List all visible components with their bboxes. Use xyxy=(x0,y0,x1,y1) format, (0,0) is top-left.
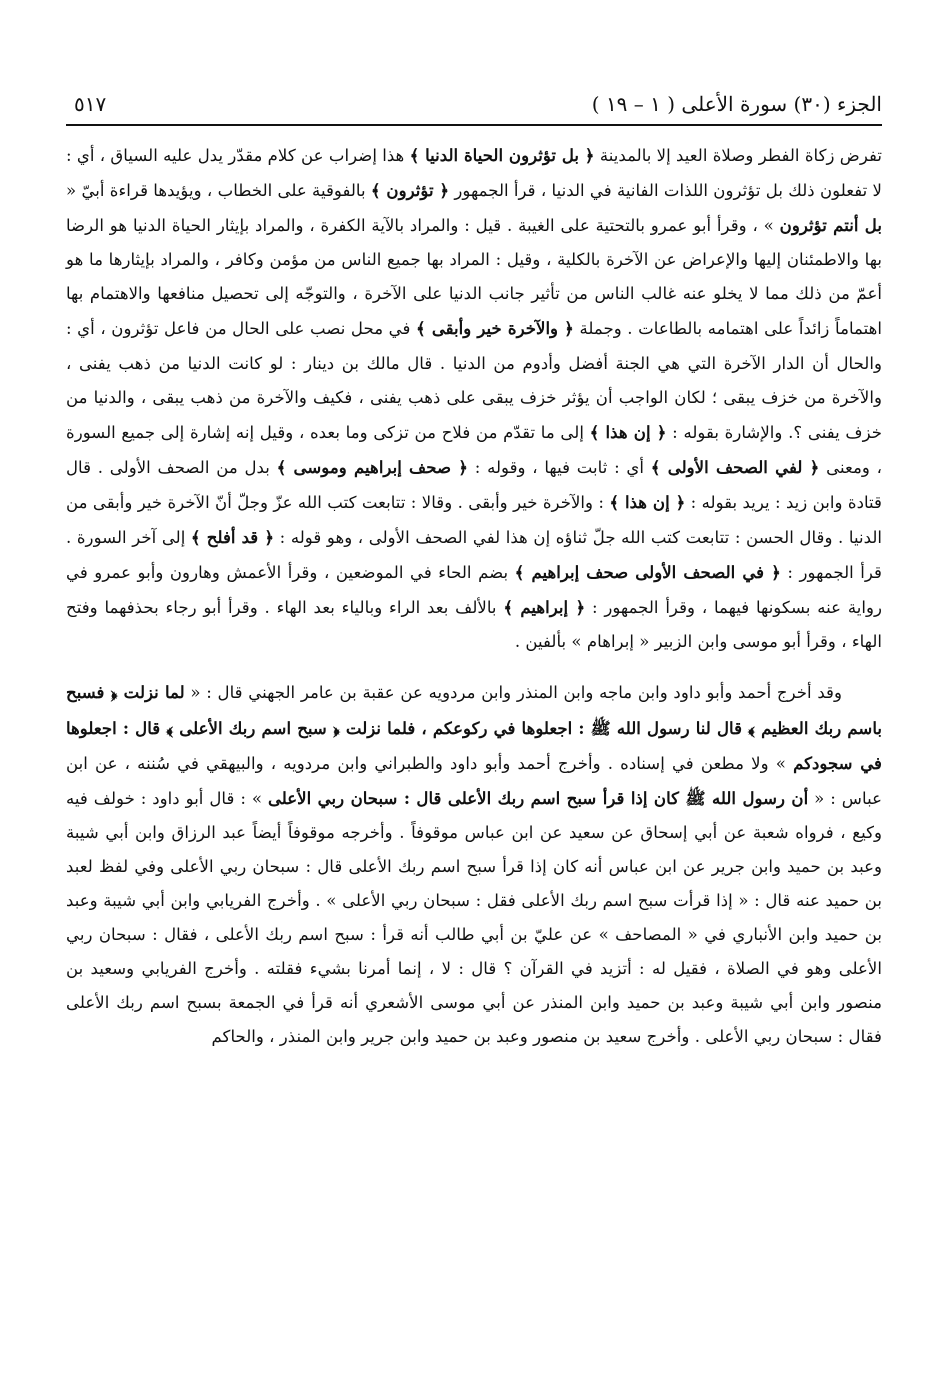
quoted-text: أن رسول الله ﷺ كان إذا قرأ سبح اسم ربك الأعلى قال : سبحان ربي الأعلى xyxy=(267,787,809,808)
quoted-text: ﴿ لفي الصحف الأولى ﴾ xyxy=(650,456,820,477)
text-run: » ، وقرأ أبو عمرو بالتحتية على الغيبة . قيل : والمراد بالآية الكفرة ، والمراد بإيثار الحياة الدنيا هو الرضا بها والاطمئنان إليها والإعراض عن الآخرة بالكلية ، وقيل : المراد بها جميع الناس من مؤمن وكافر ، والمراد بإيثارها ما هو أعمّ من ذلك مما لا يخلو عنه غالب الناس من تأثير جانب الدنيا على الآخرة ، والتوجّه إلى تحصيل منافعها والاهتمام بها اهتماماً زائداً على اهتمامه بالطاعات . وجملة xyxy=(66,216,882,339)
text-run: : والآخرة خير وأبقى . وقالا : تتابعت كتب الله عزّ وجلّ أنّ الآخرة خير وأبقى من الدنيا . وقال الحسن : تتابعت كتب الله جلّ ثناؤه إن هذا لفي الصحف الأولى ، وهو قوله : xyxy=(66,492,882,548)
quoted-text: ﴿ صحف إبراهيم وموسى ﴾ xyxy=(276,456,468,477)
quoted-text: بل أنتم تؤثرون xyxy=(779,215,882,236)
page-body xyxy=(66,138,882,1054)
text-run: بالفوقية على الخطاب ، ويؤيدها قراءة أبيّ « xyxy=(66,181,371,201)
text-run: هذا إضراب عن كلام مقدّر يدل عليه السياق ، أي : لا تفعلون ذلك بل تؤثرون اللذات الفانية في الدنيا ، قرأ الجمهور xyxy=(66,146,882,201)
page-number: ٥١٧ xyxy=(74,92,107,116)
running-title: الجزء (٣٠) سورة الأعلى ( ١ – ١٩ ) xyxy=(591,92,882,116)
quoted-text: ﴿ قد أفلح ﴾ xyxy=(190,527,275,548)
text-run: وقد أخرج أحمد وأبو داود وابن ماجه وابن المنذر وابن مردويه عن عقبة بن عامر الجهني قال : « xyxy=(184,683,842,703)
hadith-paragraph xyxy=(66,675,882,1054)
quoted-text: ﴿ إن هذا ﴾ xyxy=(589,421,667,442)
quoted-text: ﴿ في الصحف الأولى صحف إبراهيم ﴾ xyxy=(514,562,781,583)
header-rule xyxy=(66,124,882,126)
text-run: إلى ما تقدّم من فلاح من تزكى وما بعده ، وقيل إنه إشارة إلى جميع السورة ، ومعنى xyxy=(66,422,882,477)
text-run: بدل من الصحف الأولى . قال قتادة وابن زيد : يريد بقوله : xyxy=(66,457,882,512)
quoted-text: ﴿ إبراهيم ﴾ xyxy=(503,597,586,618)
quoted-text: ﴿ بل تؤثرون الحياة الدنيا ﴾ xyxy=(409,145,595,165)
text-run: بضم الحاء في الموضعين ، وقرأ الأعمش وهارون وأبو عمرو في رواية عنه بسكونها فيهما ، وقرأ الجمهور : xyxy=(66,563,882,618)
page-header xyxy=(66,90,882,122)
text-run: تفرض زكاة الفطر وصلاة العيد إلا بالمدينة xyxy=(594,146,883,165)
text-run: » ولا مطعن في إسناده . وأخرج أحمد وأبو داود والطبراني وابن مردويه ، والبيهقي في سُننه ، عن ابن عباس : « xyxy=(66,753,882,808)
text-run: أي : ثابت فيها ، وقوله : xyxy=(468,457,651,477)
text-run: إلى آخر السورة . قرأ الجمهور : xyxy=(66,528,882,583)
text-run: بالألف بعد الراء وبالياء بعد الهاء . وقرأ أبو رجاء بحذفهما وفتح الهاء ، وقرأ أبو موسى وابن الزبير « إبراهام » بألفين . xyxy=(66,598,882,652)
commentary-paragraph xyxy=(66,138,882,659)
quoted-text: ﴿ تؤثرون ﴾ xyxy=(370,180,450,201)
text-run: » : قال أبو داود : خولف فيه وكيع ، فرواه شعبة عن أبي إسحاق عن سعيد عن ابن عباس موقوفاً . وأخرجه موقوفاً أيضاً عبد الرزاق وابن أبي شيبة وعبد بن حميد وابن جرير عن ابن عباس أنه كان إذا قرأ سبح اسم ربك الأعلى قال : سبحان ربي الأعلى وفي لفظ لعبد بن حميد عنه قال : « إذا قرأت سبح اسم ربك الأعلى فقل : سبحان ربي الأعلى » . وأخرج الفريابي وابن أبي شيبة وعبد بن حميد وابن الأنباري في « المصاحف » عن عليّ بن أبي طالب أنه قرأ : سبح اسم ربك الأعلى ، فقال : سبحان ربي الأعلى وهو في الصلاة ، فقيل له : أتزيد في القرآن ؟ قال : لا ، إنما أمرنا بشيء فقلته . وأخرج الفريابي وسعيد بن منصور وابن أبي شيبة وعبد بن حميد وابن المنذر عن أبي موسى الأشعري أنه قرأ في الجمعة بسبح اسم ربك الأعلى فقال : سبحان ربي الأعلى . وأخرج سعيد بن منصور وعبد بن حميد وابن جرير وابن المنذر ، والحاكم xyxy=(66,788,882,1047)
quoted-text: لما نزلت ﴿ فسبح باسم ربك العظيم ﴾ قال لنا رسول الله ﷺ : اجعلوها في ركوعكم ، فلما نزلت ﴿ سبح اسم ربك الأعلى ﴾ قال : اجعلوها في سجودكم xyxy=(66,682,882,773)
quoted-text: ﴿ والآخرة خير وأبقى ﴾ xyxy=(416,318,574,339)
quoted-text: ﴿ إن هذا ﴾ xyxy=(609,491,686,512)
paragraph-gap xyxy=(66,659,882,675)
text-run: في محل نصب على الحال من فاعل تؤثرون ، أي : والحال أن الدار الآخرة التي هي الجنة أفضل وأدوم من الدنيا . قال مالك بن دينار : لو كانت الدنيا من ذهب يفنى ، والآخرة من خزف يبقى ؛ لكان الواجب أن يؤثر خزف يبقى على ذهب يفنى ، فكيف والآخرة من ذهب يبقى ، والدنيا من خزف يفنى ؟. والإشارة بقوله : xyxy=(66,319,883,442)
